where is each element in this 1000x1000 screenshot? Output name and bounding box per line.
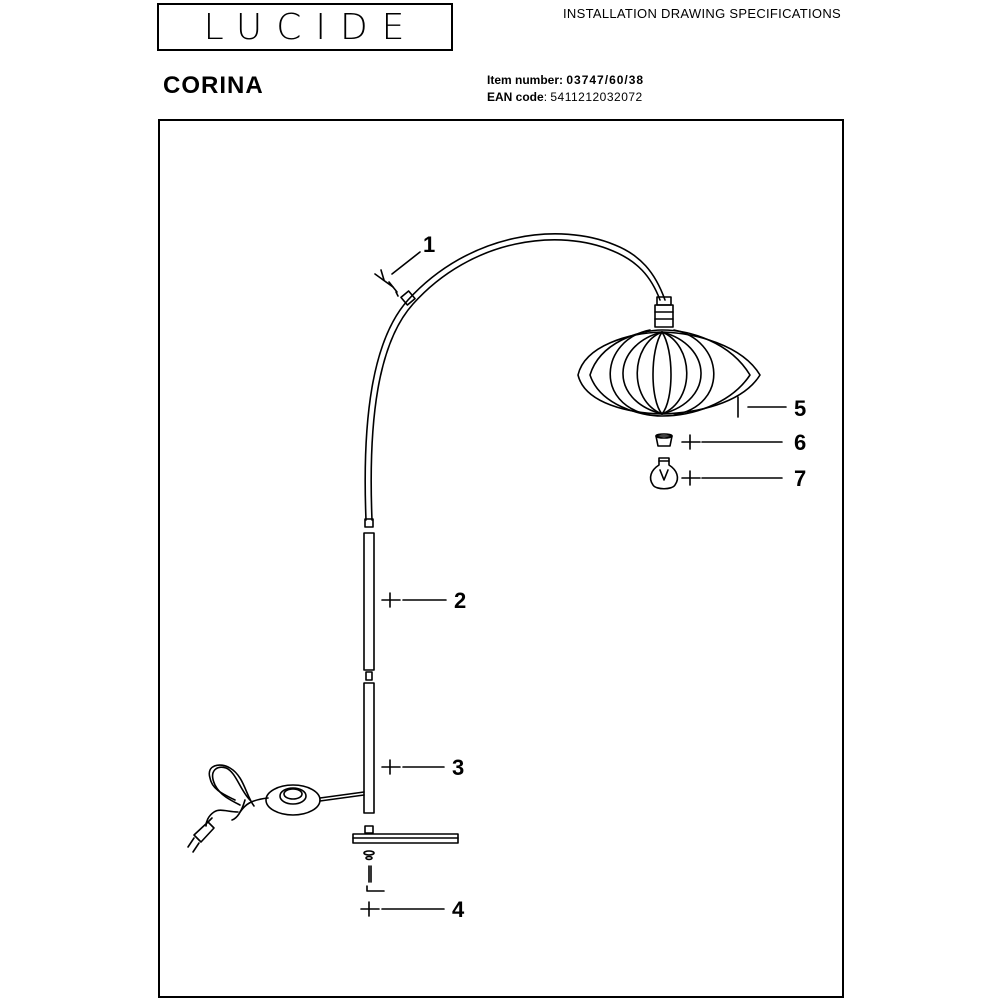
lamp-holder — [655, 297, 673, 327]
callout-4: 4 — [452, 897, 465, 922]
screwdriver-icon — [361, 902, 379, 916]
screwdriver-icon — [382, 593, 400, 607]
screwdriver-icon — [682, 435, 700, 449]
fixing-ring-icon — [656, 434, 672, 446]
screwdriver-icon — [382, 760, 400, 774]
light-bulb-icon — [651, 458, 678, 489]
callout-1: 1 — [423, 232, 436, 257]
callout-2: 2 — [454, 588, 467, 613]
callout-3: 3 — [452, 755, 465, 780]
item-number-row: Item number: 03747/60/38 — [487, 73, 645, 87]
power-plug-icon — [188, 818, 214, 852]
screwdriver-icon — [682, 471, 700, 485]
callout-1-leader — [392, 252, 420, 274]
callout-7: 7 — [794, 466, 807, 491]
lantern-shade — [578, 330, 760, 416]
foot-switch-icon — [266, 785, 320, 815]
ean-code-value: 5411212032072 — [550, 90, 643, 104]
item-number-value: 03747/60/38 — [566, 73, 645, 87]
callout-6: 6 — [794, 430, 807, 455]
screwdriver-icon — [375, 270, 398, 296]
upper-tube — [364, 533, 374, 670]
washer-icon — [364, 851, 374, 860]
lower-tube — [364, 683, 374, 813]
arc-arm — [365, 234, 665, 520]
base-plate — [353, 826, 458, 843]
allen-key-icon — [367, 886, 384, 891]
ean-code-label: EAN code — [487, 90, 544, 104]
brand-logo-text: LUCIDE — [203, 6, 419, 48]
document-type: INSTALLATION DRAWING SPECIFICATIONS — [563, 6, 841, 21]
callout-5: 5 — [794, 396, 807, 421]
product-name: CORINA — [163, 72, 264, 99]
tube-joint-lower — [366, 672, 372, 680]
ean-code-row: EAN code: 5411212032072 — [487, 90, 643, 104]
bolt-icon — [369, 866, 371, 882]
item-number-label: Item number — [487, 73, 560, 87]
